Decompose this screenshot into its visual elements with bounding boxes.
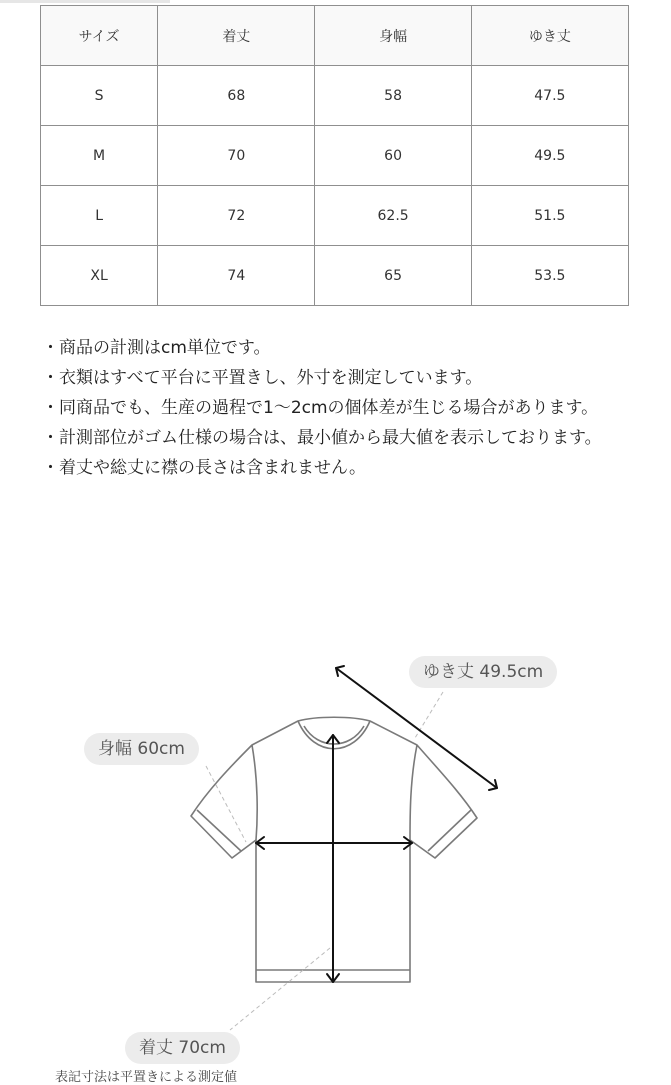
table-cell: S [41,66,158,126]
body-length-label: 着丈 70cm [125,1032,240,1064]
table-cell: 49.5 [471,126,628,186]
table-cell: M [41,126,158,186]
table-header-row [41,6,629,66]
width-leader-line [206,766,246,842]
table-cell: 51.5 [471,186,628,246]
note-item: ・着丈や総丈に襟の長さは含まれません。 [42,458,367,478]
table-cell: 62.5 [315,186,471,246]
measurement-diagram [0,630,671,1085]
note-item: ・計測部位がゴム仕様の場合は、最小値から最大値を表示しております。 [42,428,602,448]
sleeve-length-label: ゆき丈 49.5cm [409,656,557,688]
tshirt-diagram [0,630,671,1080]
table-row [41,186,629,246]
note-item: ・商品の計測はcm単位です。 [42,338,271,358]
header-width: 身幅 [315,6,471,66]
body-width-label: 身幅 60cm [84,733,199,765]
table-cell: 53.5 [471,246,628,306]
measurement-notes [42,333,642,483]
table-cell: 65 [315,246,471,306]
table-row [41,66,629,126]
header-sleeve: ゆき丈 [471,6,628,66]
note-item: ・同商品でも、生産の過程で1〜2cmの個体差が生じる場合があります。 [42,398,599,418]
diagram-footnote: 表記寸法は平置きによる測定値 [55,1070,238,1085]
table-cell: 60 [315,126,471,186]
table-cell: 74 [158,246,315,306]
left-armhole-seam [252,745,257,840]
table-cell: 70 [158,126,315,186]
table-cell: XL [41,246,158,306]
length-leader-line [230,948,330,1030]
header-length: 着丈 [158,6,315,66]
table-row [41,126,629,186]
table-cell: 72 [158,186,315,246]
table-cell: 47.5 [471,66,628,126]
table-cell: L [41,186,158,246]
table-cell: 68 [158,66,315,126]
top-tab-edge [0,0,170,3]
right-armhole-seam [410,745,417,840]
table-row [41,246,629,306]
header-size: サイズ [41,6,158,66]
size-table [40,5,629,306]
note-item: ・衣類はすべて平台に平置きし、外寸を測定しています。 [42,368,483,388]
table-cell: 58 [315,66,471,126]
